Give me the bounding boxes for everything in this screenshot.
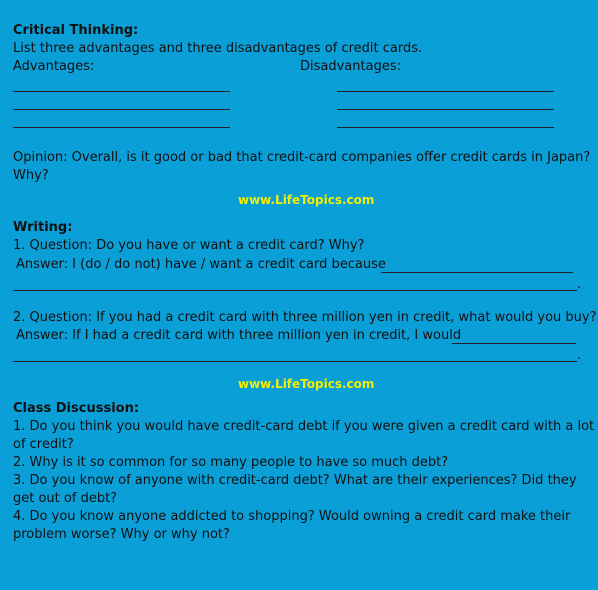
- discussion-line: 2. Why is it so common for so many people to have so much debt?: [13, 455, 449, 470]
- opinion-question-line-2: Why?: [13, 168, 49, 183]
- answer-1-period: .: [577, 277, 582, 292]
- writing-answer-1: Answer: I (do / do not) have / want a credit card because: [16, 257, 386, 272]
- answer-2-period: .: [577, 348, 582, 363]
- discussion-line: 1. Do you think you would have credit-card debt if you were given a credit card with a lot: [13, 419, 595, 434]
- answer-2-blank-line-2: [13, 361, 577, 362]
- disadvantage-blank-3: [337, 127, 554, 128]
- answer-1-blank: [381, 272, 573, 273]
- site-url-2: www.LifeTopics.com: [238, 377, 375, 391]
- discussion-line: of credit?: [13, 437, 74, 452]
- opinion-question-line-1: Opinion: Overall, is it good or bad that credit-card companies offer credit cards in Japan?: [13, 150, 591, 165]
- writing-answer-2: Answer: If I had a credit card with three million yen in credit, I would: [16, 328, 462, 343]
- critical-thinking-heading: Critical Thinking:: [13, 23, 139, 38]
- critical-thinking-instruction: List three advantages and three disadvantages of credit cards.: [13, 41, 423, 56]
- writing-question-2: 2. Question: If you had a credit card with three million yen in credit, what would you buy?: [13, 310, 597, 325]
- class-discussion-heading: Class Discussion:: [13, 401, 140, 416]
- disadvantages-label: Disadvantages:: [300, 59, 401, 74]
- advantages-label: Advantages:: [13, 59, 95, 74]
- writing-heading: Writing:: [13, 220, 73, 235]
- discussion-line: 3. Do you know of anyone with credit-card debt? What are their experiences? Did they: [13, 473, 577, 488]
- advantage-blank-1: [13, 91, 230, 92]
- answer-1-blank-line-2: [13, 290, 577, 291]
- disadvantage-blank-1: [337, 91, 554, 92]
- site-url-1: www.LifeTopics.com: [238, 193, 375, 207]
- answer-2-blank: [452, 343, 576, 344]
- discussion-line: get out of debt?: [13, 491, 118, 506]
- advantage-blank-2: [13, 109, 230, 110]
- discussion-line: problem worse? Why or why not?: [13, 527, 230, 542]
- discussion-line: 4. Do you know anyone addicted to shopping? Would owning a credit card make their: [13, 509, 571, 524]
- disadvantage-blank-2: [337, 109, 554, 110]
- advantage-blank-3: [13, 127, 230, 128]
- writing-question-1: 1. Question: Do you have or want a credit card? Why?: [13, 238, 365, 253]
